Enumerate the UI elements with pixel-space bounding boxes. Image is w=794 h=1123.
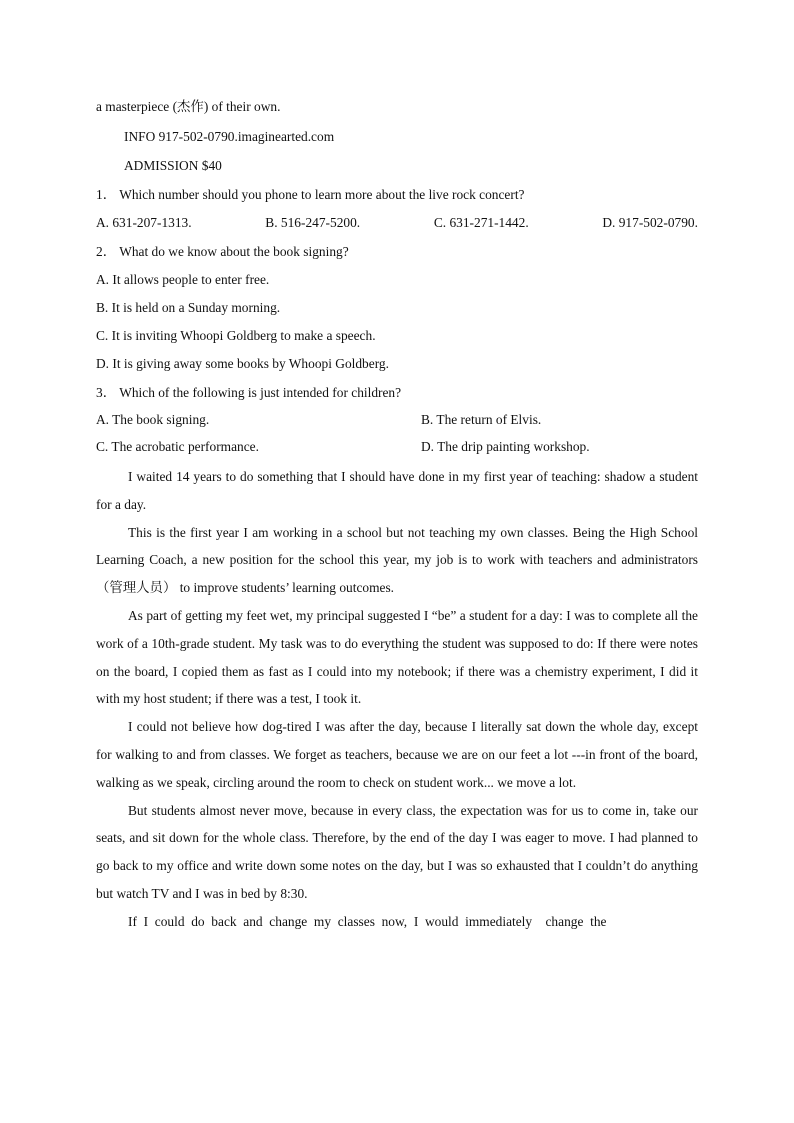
question-3-options-row-2 [96,437,698,457]
question-3-stem: 3． Which of the following is just intended for children? [96,385,402,400]
document-page [96,96,698,936]
question-1-options [96,213,698,233]
question-3-option-c: C. The acrobatic performance. [96,439,259,454]
question-1-stem: 1． Which number should you phone to learn more about the live rock concert? [96,187,525,202]
ad-admission-line: ADMISSION $40 [124,158,222,173]
passage-paragraph-6: If I could do back and change my classes now, I would immediately change the [128,913,607,929]
question-3-option-a: A. The book signing. [96,412,210,427]
question-1-option-a: A. 631-207-1313. [96,215,192,230]
passage-paragraph-4: I could not believe how dog-tired I was after the day, because I literally sat down the whole day, except for walking to and from classes. We forget as teachers, because we are on our feet a lot ---in front of the board, walking as we speak, circling around the room to check on student work... we move a lot. [96,719,698,790]
question-1-option-d: D. 917-502-0790. [602,215,698,230]
passage-paragraph-5: But students almost never move, because in every class, the expectation was for us to come in, take our seats, and sit down for the whole class. Therefore, by the end of the day I was eager to move. I had planned to go back to my office and write down some notes on the day, but I was so exhausted that I couldn’t do anything but watch TV and I was in bed by 8:30. [96,802,698,901]
ad-text-line: a masterpiece (杰作) of their own. [96,99,281,114]
ad-info-line: INFO 917-502-0790.imaginearted.com [124,129,335,144]
question-2-option-d: D. It is giving away some books by Whoopi Goldberg. [96,356,389,371]
passage-paragraph-1: I waited 14 years to do something that I should have done in my first year of teaching: shadow a student for a day. [96,469,698,512]
question-2-option-c: C. It is inviting Whoopi Goldberg to make a speech. [96,328,376,343]
question-1-option-c: C. 631-271-1442. [433,215,529,230]
question-2-stem: 2． What do we know about the book signing? [96,244,349,259]
question-3-options-row-1 [96,410,698,430]
question-3-option-d: D. The drip painting workshop. [421,439,590,454]
question-1-option-b: B. 516-247-5200. [265,215,361,230]
question-2-option-a: A. It allows people to enter free. [96,272,270,287]
passage-paragraph-3: As part of getting my feet wet, my principal suggested I “be” a student for a day: I was to complete all the work of a 10th-grade student. My task was to do everything the student was supposed to do: If there were notes on the board, I copied them as fast as I could into my notebook; if there was a chemistry experiment, I did it with my host student; if there was a test, I took it. [96,607,698,707]
passage-paragraph-2: This is the first year I am working in a school but not teaching my own classes. Being the High School Learning Coach, a new position for the school this year, my job is to work with teachers and administrators （管理人员） to improve students’ learning outcomes. [96,524,698,596]
question-3-option-b: B. The return of Elvis. [421,412,542,427]
question-2-option-b: B. It is held on a Sunday morning. [96,300,281,315]
